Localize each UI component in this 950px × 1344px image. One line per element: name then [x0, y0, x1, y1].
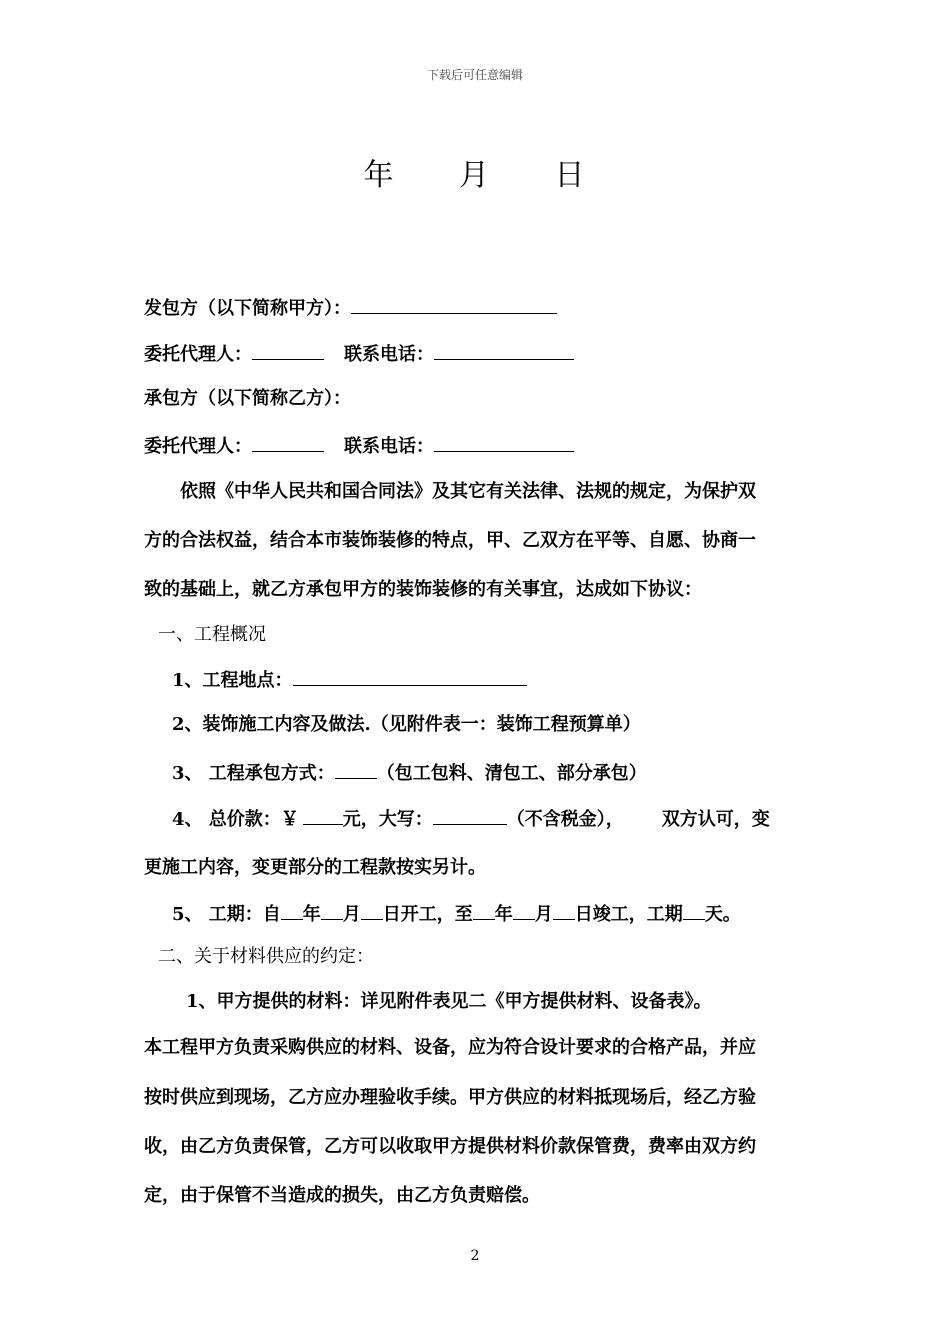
section2-para-2: 按时供应到现场，乙方应办理验收手续。甲方供应的材料抵现场后，经乙方验: [144, 1087, 756, 1108]
section1-item1: 1、工程地点：: [172, 667, 527, 693]
end-year-blank[interactable]: [473, 901, 495, 920]
end-month-blank[interactable]: [513, 901, 535, 920]
intro-line-3: 致的基础上，就乙方承包甲方的装饰装修的有关事宜，达成如下协议：: [144, 579, 702, 600]
phone1-label: 联系电话：: [344, 344, 434, 365]
agent1-line: [144, 341, 574, 367]
intro-line-1: 依照《中华人民共和国合同法》及其它有关法律、法规的规定，为保护双: [180, 481, 756, 502]
party-a-line: [144, 295, 557, 321]
page-header: 下载后可任意编辑: [426, 68, 523, 82]
party-a-blank[interactable]: [351, 295, 557, 314]
duration-blank[interactable]: [683, 901, 705, 920]
start-month-blank[interactable]: [321, 901, 343, 920]
phone2-blank[interactable]: [434, 433, 574, 452]
start-year-blank[interactable]: [281, 901, 303, 920]
party-b-line: [144, 387, 351, 411]
location-blank[interactable]: [293, 667, 527, 686]
section1-item5: 5、 工期：自 年 月 日开工，至 年 月 日竣工，工期 天。: [172, 901, 741, 927]
start-day-blank[interactable]: [361, 901, 383, 920]
date-title: [0, 150, 950, 194]
page-number: 2: [470, 1248, 480, 1264]
contract-method-blank[interactable]: [335, 760, 377, 779]
agent1-blank[interactable]: [252, 341, 324, 360]
agent2-line: [144, 433, 574, 459]
section1-item2: 2、装饰施工内容及做法.（见附件表一：装饰工程预算单）: [172, 714, 641, 735]
section1-heading: 一、工程概况: [158, 624, 266, 645]
agent2-label: 委托代理人：: [144, 436, 252, 457]
title-month: 月: [459, 158, 491, 193]
phone2-label: 联系电话：: [344, 436, 434, 457]
agent2-blank[interactable]: [252, 433, 324, 452]
intro-line-2: 方的合法权益，结合本市装饰装修的特点，甲、乙双方在平等、自愿、协商一: [144, 530, 756, 551]
phone1-blank[interactable]: [434, 341, 574, 360]
title-day: 日: [554, 158, 587, 193]
section2-item1: 1、甲方提供的材料：详见附件表见二《甲方提供材料、设备表》。: [186, 991, 712, 1012]
section2-heading: 二、关于材料供应的约定：: [158, 946, 374, 967]
agent1-label: 委托代理人：: [144, 344, 252, 365]
total-price-blank[interactable]: [303, 806, 343, 825]
section1-item4-cont: 更施工内容，变更部分的工程款按实另计。: [144, 857, 486, 878]
title-year: 年: [363, 158, 396, 193]
total-price-words-blank[interactable]: [433, 806, 507, 825]
section1-item4: 4、 总价款：￥ 元，大写： （不含税金）， 双方认可，变: [172, 806, 770, 832]
section2-para-1: 本工程甲方负责采购供应的材料、设备，应为符合设计要求的合格产品，并应: [144, 1037, 756, 1058]
party-a-label: 发包方（以下简称甲方）：: [144, 298, 351, 319]
section2-para-4: 定，由于保管不当造成的损失，由乙方负责赔偿。: [144, 1185, 540, 1206]
party-b-label: 承包方（以下简称乙方）：: [144, 388, 351, 409]
section1-item3: 3、 工程承包方式： （包工包料、清包工、部分承包）: [172, 760, 647, 786]
section2-para-3: 收，由乙方负责保管，乙方可以收取甲方提供材料价款保管费，费率由双方约: [144, 1136, 756, 1157]
end-day-blank[interactable]: [553, 901, 575, 920]
